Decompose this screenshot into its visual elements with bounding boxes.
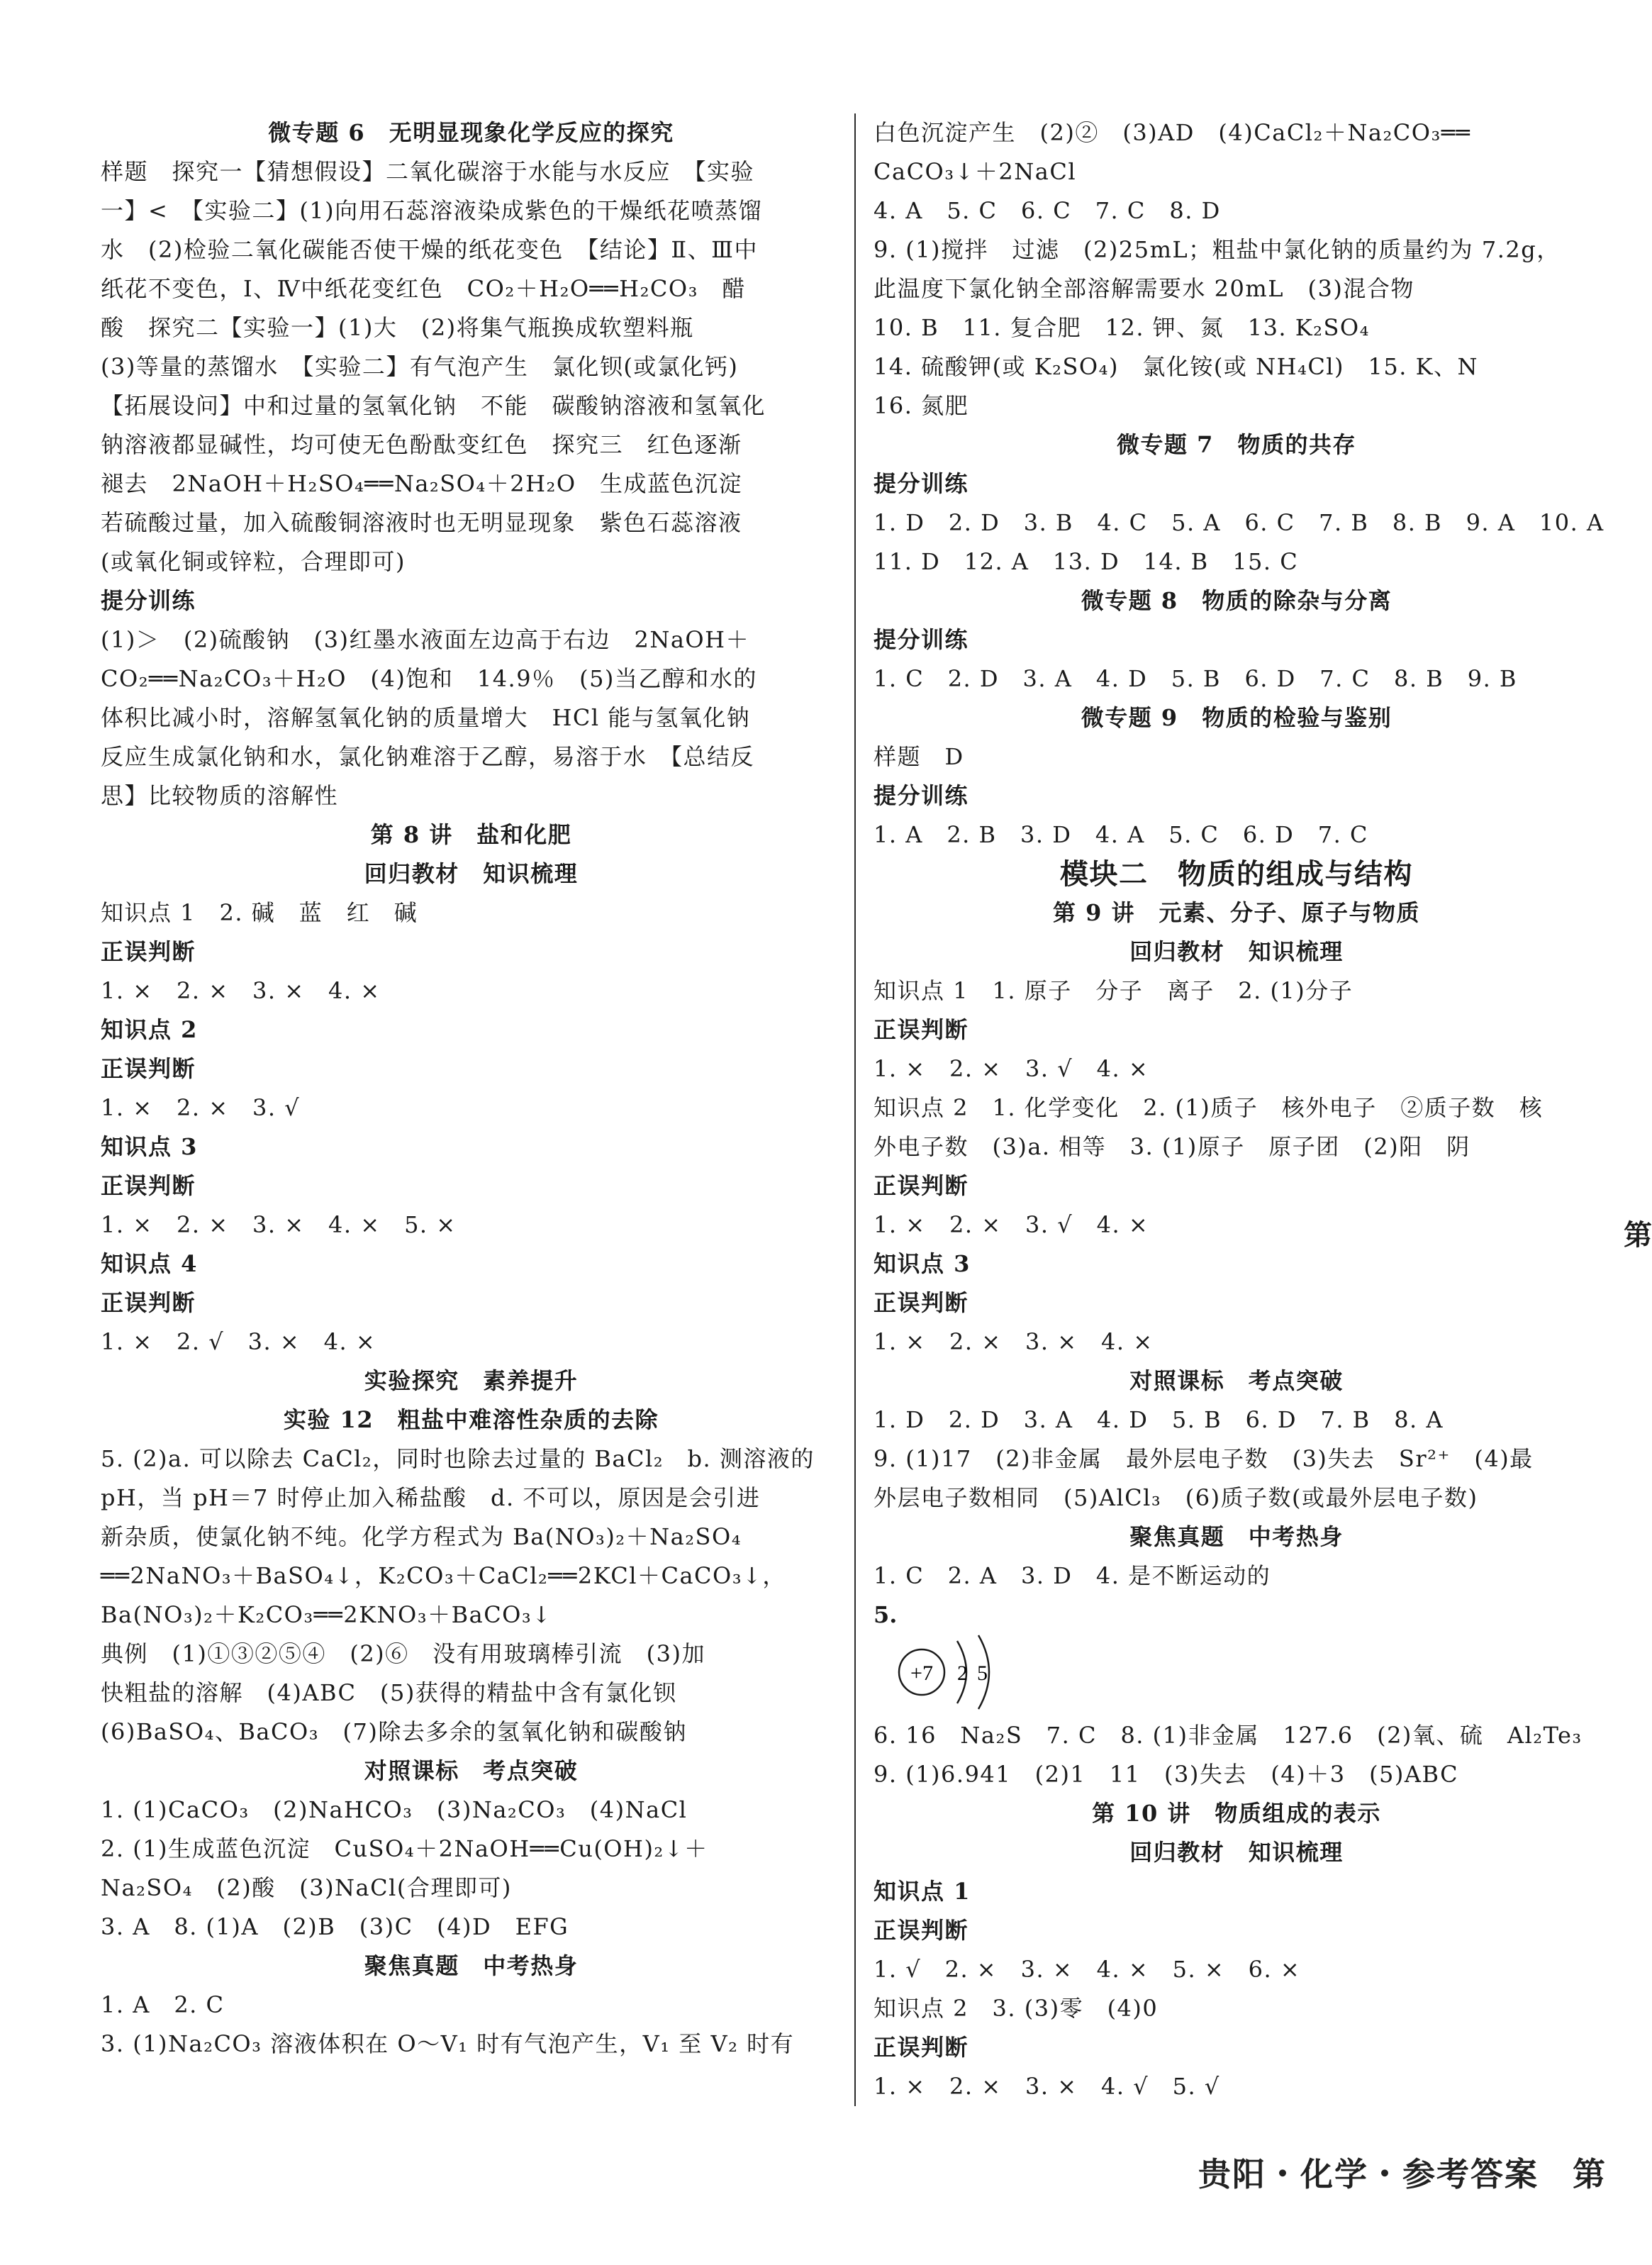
- answer-line: 样题 探究一【猜想假设】二氧化碳溶于水能与水反应 【实验: [101, 158, 755, 185]
- label-line: 正误判断: [874, 1172, 969, 1199]
- answer-line: 6. 16 Na₂S 7. C 8. (1)非金属 127.6 (2)氧、硫 Al₂Te₃: [874, 1722, 1583, 1749]
- right-column-bottom: [874, 1716, 1600, 2106]
- answer-line: 3. (1)Na₂CO₃ 溶液体积在 O～V₁ 时有气泡产生，V₁ 至 V₂ 时有: [101, 2030, 795, 2057]
- subheading-line: 实验 12 粗盐中难溶性杂质的去除: [283, 1406, 659, 1433]
- left-column: [101, 113, 842, 2064]
- answer-line: 1. × 2. × 3. √ 4. ×: [874, 1211, 1149, 1238]
- subheading-line: 对照课标 考点突破: [364, 1757, 579, 1784]
- answer-line: 新杂质，使氯化钠不纯。化学方程式为 Ba(NO₃)₂＋Na₂SO₄: [101, 1523, 742, 1550]
- label-line: 正误判断: [101, 1289, 196, 1316]
- answer-line: 快粗盐的溶解 (4)ABC (5)获得的精盐中含有氯化钡: [101, 1679, 677, 1706]
- heading-line: 微专题 8 物质的除杂与分离: [1081, 587, 1393, 614]
- label-line: 知识点 1: [874, 1878, 971, 1905]
- answer-line: 9. (1)6.941 (2)1 11 (3)失去 (4)＋3 (5)ABC: [874, 1761, 1459, 1788]
- answer-line: 1. × 2. × 3. × 4. ×: [101, 977, 381, 1004]
- subheading-line: 聚焦真题 中考热身: [1129, 1523, 1344, 1550]
- answer-line: 钠溶液都显碱性，均可使无色酚酞变红色 探究三 红色逐渐: [101, 431, 742, 458]
- answer-line: ══2NaNO₃＋BaSO₄↓，K₂CO₃＋CaCl₂══2KCl＋CaCO₃↓，: [101, 1562, 786, 1589]
- heading-line: 第 8 讲 盐和化肥: [370, 821, 572, 848]
- answer-line: CO₂══Na₂CO₃＋H₂O (4)饱和 14.9％ (5)当乙醇和水的: [101, 665, 757, 692]
- heading-line: 第 10 讲 物质组成的表示: [1092, 1800, 1381, 1827]
- answer-line: (1)＞ (2)硫酸钠 (3)红墨水液面左边高于右边 2NaOH＋: [101, 626, 750, 653]
- answer-line: 1. (1)CaCO₃ (2)NaHCO₃ (3)Na₂CO₃ (4)NaCl: [101, 1796, 688, 1823]
- answer-line: 知识点 1 2. 碱 蓝 红 碱: [101, 899, 418, 926]
- answer-line: 11. D 12. A 13. D 14. B 15. C: [874, 548, 1299, 575]
- answer-line: 1. D 2. D 3. B 4. C 5. A 6. C 7. B 8. B 9. A 10. A: [874, 509, 1604, 536]
- label-line: 提分训练: [874, 626, 969, 653]
- answer-line: (或氧化铜或锌粒，合理即可): [101, 548, 406, 575]
- subheading-line: 回归教材 知识梳理: [1129, 938, 1344, 965]
- answer-line: 5. (2)a. 可以除去 CaCl₂，同时也除去过量的 BaCl₂ b. 测溶液的: [101, 1445, 815, 1472]
- answer-line: 外电子数 (3)a. 相等 3. (1)原子 原子团 (2)阳 阴: [874, 1133, 1470, 1160]
- answer-line: 9. (1)17 (2)非金属 最外层电子数 (3)失去 Sr²⁺ (4)最: [874, 1445, 1534, 1472]
- column-divider: [854, 113, 856, 2106]
- label-line: 正误判断: [101, 938, 196, 965]
- answer-line: 外层电子数相同 (5)AlCl₃ (6)质子数(或最外层电子数): [874, 1484, 1478, 1511]
- label-line: 正误判断: [874, 1289, 969, 1316]
- right-column: [874, 113, 1604, 2106]
- atom-structure-diagram: [874, 1596, 1600, 1716]
- heading-line: 微专题 7 物质的共存: [1117, 431, 1356, 458]
- label-line: 提分训练: [874, 782, 969, 809]
- answer-line: 知识点 2 1. 化学变化 2. (1)质子 核外电子 ②质子数 核: [874, 1094, 1544, 1121]
- answer-line: 1. × 2. √ 3. × 4. ×: [101, 1328, 376, 1355]
- page-footer: 贵阳・化学・参考答案 第: [1198, 2155, 1607, 2193]
- answer-line: 16. 氮肥: [874, 392, 969, 419]
- answer-line: 典例 (1)①③②⑤④ (2)⑥ 没有用玻璃棒引流 (3)加: [101, 1640, 705, 1667]
- heading-line: 微专题 6 无明显现象化学反应的探究: [268, 119, 674, 146]
- answer-line: 知识点 2 3. (3)零 (4)0: [874, 1995, 1159, 2022]
- answer-line: pH，当 pH＝7 时停止加入稀盐酸 d. 不可以，原因是会引进: [101, 1484, 761, 1511]
- answer-line: 知识点 1 1. 原子 分子 离子 2. (1)分子: [874, 977, 1354, 1004]
- label-line: 知识点 4: [101, 1250, 198, 1277]
- answer-line: 1. A 2. C: [101, 1991, 225, 2018]
- shell-1-electrons: 2: [957, 1662, 968, 1685]
- label-line: 正误判断: [101, 1055, 196, 1082]
- answer-line: 3. A 8. (1)A (2)B (3)C (4)D EFG: [101, 1913, 569, 1940]
- right-column-top: [874, 113, 1604, 1596]
- answer-line: 1. C 2. A 3. D 4. 是不断运动的: [874, 1562, 1271, 1589]
- label-line: 正误判断: [874, 2034, 969, 2061]
- item-number: 5.: [874, 1601, 898, 1628]
- answer-line: 思】比较物质的溶解性: [101, 782, 339, 809]
- label-line: 知识点 2: [101, 1016, 198, 1043]
- subheading-line: 聚焦真题 中考热身: [364, 1952, 579, 1979]
- answer-line: 9. (1)搅拌 过滤 (2)25mL；粗盐中氯化钠的质量约为 7.2g，: [874, 236, 1561, 263]
- heading-line: 第 9 讲 元素、分子、原子与物质: [1052, 899, 1421, 926]
- answer-line: Ba(NO₃)₂＋K₂CO₃══2KNO₃＋BaCO₃↓: [101, 1601, 552, 1628]
- answer-line: 1. × 2. × 3. √: [101, 1094, 301, 1121]
- answer-line: 褪去 2NaOH＋H₂SO₄══Na₂SO₄＋2H₂O 生成蓝色沉淀: [101, 470, 743, 497]
- answer-line: 酸 探究二【实验一】(1)大 (2)将集气瓶换成软塑料瓶: [101, 314, 694, 341]
- label-line: 正误判断: [101, 1172, 196, 1199]
- answer-line: 白色沉淀产生 (2)② (3)AD (4)CaCl₂＋Na₂CO₃══: [874, 119, 1471, 146]
- answer-line: 体积比减小时，溶解氢氧化钠的质量增大 HCl 能与氢氧化钠: [101, 704, 751, 731]
- answer-line: (6)BaSO₄、BaCO₃ (7)除去多余的氢氧化钠和碳酸钠: [101, 1718, 687, 1745]
- label-line: 知识点 3: [874, 1250, 971, 1277]
- label-line: 提分训练: [874, 470, 969, 497]
- cropped-edge-char: 第: [1624, 1218, 1652, 1252]
- label-line: 知识点 3: [101, 1133, 198, 1160]
- subheading-line: 回归教材 知识梳理: [364, 860, 579, 887]
- shell-2-electrons: 5: [977, 1662, 988, 1685]
- answer-line: 样题 D: [874, 743, 964, 770]
- module-line: 模块二 物质的组成与结构: [1060, 857, 1413, 891]
- heading-line: 微专题 9 物质的检验与鉴别: [1081, 704, 1393, 731]
- answer-line: 1. A 2. B 3. D 4. A 5. C 6. D 7. C: [874, 821, 1368, 848]
- answer-line: 若硫酸过量，加入硫酸铜溶液时也无明显现象 紫色石蕊溶液: [101, 509, 742, 536]
- answer-line: 1. C 2. D 3. A 4. D 5. B 6. D 7. C 8. B 9. B: [874, 665, 1517, 692]
- answer-line: 1. D 2. D 3. A 4. D 5. B 6. D 7. B 8. A: [874, 1406, 1444, 1433]
- subheading-line: 对照课标 考点突破: [1129, 1367, 1344, 1394]
- answer-line: 一】< 【实验二】(1)向用石蕊溶液染成紫色的干燥纸花喷蒸馏: [101, 197, 763, 224]
- answer-line: 1. × 2. × 3. × 4. × 5. ×: [101, 1211, 457, 1238]
- answer-line: 4. A 5. C 6. C 7. C 8. D: [874, 197, 1221, 224]
- answer-line: (3)等量的蒸馏水 【实验二】有气泡产生 氯化钡(或氯化钙): [101, 353, 739, 380]
- answer-line: 反应生成氯化钠和水，氯化钠难溶于乙醇，易溶于水 【总结反: [101, 743, 755, 770]
- answer-line: 1. × 2. × 3. √ 4. ×: [874, 1055, 1149, 1082]
- answer-line: 1. × 2. × 3. × 4. ×: [874, 1328, 1154, 1355]
- answer-line: 1. √ 2. × 3. × 4. × 5. × 6. ×: [874, 1956, 1301, 1983]
- nucleus-charge: +7: [910, 1662, 933, 1685]
- answer-line: 2. (1)生成蓝色沉淀 CuSO₄＋2NaOH══Cu(OH)₂↓＋: [101, 1835, 708, 1862]
- label-line: 提分训练: [101, 587, 196, 614]
- label-line: 正误判断: [874, 1016, 969, 1043]
- answer-line: 此温度下氯化钠全部溶解需要水 20mL (3)混合物: [874, 275, 1414, 302]
- answer-line: 水 (2)检验二氧化碳能否使干燥的纸花变色 【结论】Ⅱ、Ⅲ中: [101, 236, 758, 263]
- answer-line: 纸花不变色，Ⅰ、Ⅳ中纸花变红色 CO₂＋H₂O══H₂CO₃ 醋: [101, 275, 746, 302]
- subheading-line: 回归教材 知识梳理: [1129, 1839, 1344, 1866]
- label-line: 正误判断: [874, 1917, 969, 1944]
- answer-line: 14. 硫酸钾(或 K₂SO₄) 氯化铵(或 NH₄Cl) 15. K、N: [874, 353, 1478, 380]
- answer-line: Na₂SO₄ (2)酸 (3)NaCl(合理即可): [101, 1874, 512, 1901]
- answer-line: 10. B 11. 复合肥 12. 钾、氮 13. K₂SO₄: [874, 314, 1370, 341]
- subheading-line: 实验探究 素养提升: [364, 1367, 579, 1394]
- answer-line: 【拓展设问】中和过量的氢氧化钠 不能 碳酸钠溶液和氢氧化: [101, 392, 766, 419]
- atom-diagram-svg: [888, 1631, 1029, 1713]
- answer-line: 1. × 2. × 3. × 4. √ 5. √: [874, 2073, 1220, 2100]
- answer-line: CaCO₃↓＋2NaCl: [874, 158, 1077, 185]
